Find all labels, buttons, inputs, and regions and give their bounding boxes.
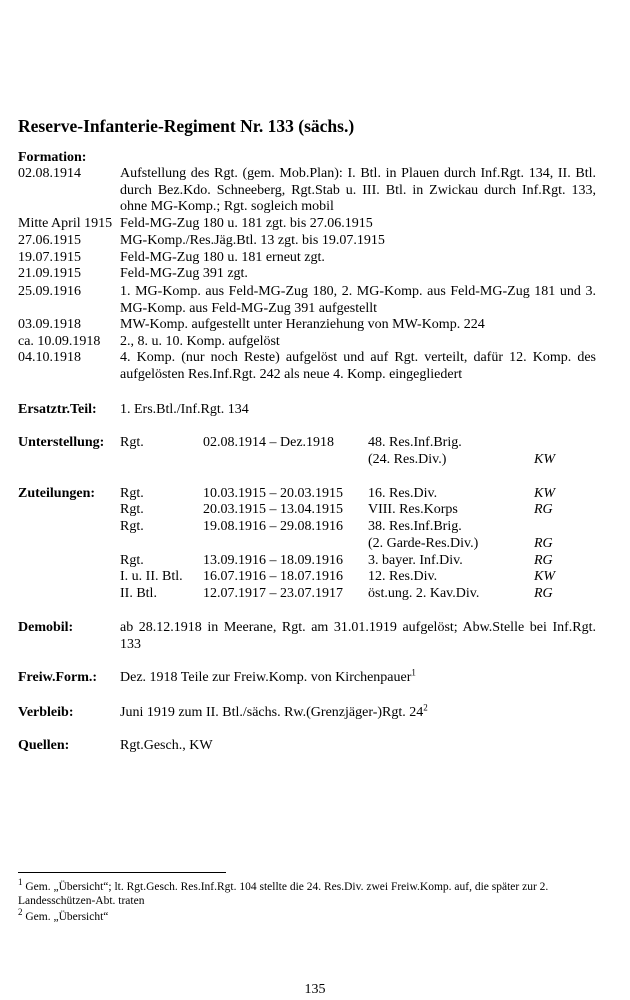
demobil-text: ab 28.12.1918 in Meerane, Rgt. am 31.01.1919 aufgelöst; Abw.Stelle bei Inf.Rgt. 133 — [120, 620, 596, 652]
table-cell-period: 19.08.1916 – 29.08.1916 — [203, 519, 343, 534]
table-cell-source: KW — [534, 452, 555, 467]
table-cell-source: KW — [534, 486, 555, 501]
table-cell-source: RG — [534, 553, 553, 568]
quellen-label: Quellen: — [18, 738, 70, 753]
formation-date: 21.09.1915 — [18, 266, 81, 281]
table-cell-formation: VIII. Res.Korps — [368, 502, 458, 517]
table-cell-formation: 48. Res.Inf.Brig. — [368, 435, 462, 450]
footnote-ref: 2 — [423, 702, 428, 713]
table-cell-formation: 12. Res.Div. — [368, 569, 438, 584]
table-cell-period: 10.03.1915 – 20.03.1915 — [203, 486, 343, 501]
verbleib-text: Juni 1919 zum II. Btl./sächs. Rw.(Grenzjäger-)Rgt. $24^2$ — [120, 702, 428, 720]
quellen-text: Rgt.Gesch., KW — [120, 738, 213, 753]
page-number: 135 — [304, 982, 326, 997]
table-cell-source: RG — [534, 502, 553, 517]
page-title: Reserve-Infanterie-Regiment Nr. 133 (sächs.) — [18, 116, 355, 136]
formation-label: Formation: — [18, 150, 87, 165]
formation-date: 27.06.1915 — [18, 233, 81, 248]
formation-date: 19.07.1915 — [18, 250, 81, 265]
formation-date: 03.09.1918 — [18, 317, 81, 332]
formation-text: Feld-MG-Zug 391 zgt. — [120, 266, 248, 281]
zuteilungen-label: Zuteilungen: — [18, 486, 96, 501]
unterstellung-label: Unterstellung: — [18, 435, 105, 450]
footnote-divider — [18, 872, 226, 873]
formation-text: Feld-MG-Zug 180 u. 181 erneut zgt. — [120, 250, 325, 265]
table-cell-unit: Rgt. — [120, 502, 144, 517]
table-cell-unit: Rgt. — [120, 553, 144, 568]
table-cell-formation-sub: (2. Garde-Res.Div.) — [368, 536, 479, 551]
table-cell-period: 13.09.1916 – 18.09.1916 — [203, 553, 343, 568]
table-cell-unit: Rgt. — [120, 435, 144, 450]
ersatz-label: Ersatztr.Teil: — [18, 402, 97, 417]
table-cell-period: 02.08.1914 – Dez.1918 — [203, 435, 335, 450]
table-cell-period: 20.03.1915 – 13.04.1915 — [203, 502, 343, 517]
freiwform-text: Dez. 1918 Teile zur Freiw.Komp. von Kirchenpauer$^1$ — [120, 667, 416, 685]
table-cell-source: KW — [534, 569, 555, 584]
footnote-2: $^2$ Gem. „Übersicht“ — [18, 907, 109, 923]
table-cell-formation: 3. bayer. Inf.Div. — [368, 553, 463, 568]
table-cell-source: RG — [534, 586, 553, 601]
formation-text: 1. MG-Komp. aus Feld-MG-Zug 180, 2. MG-Komp. aus Feld-MG-Zug 181 und 3. MG-Komp. aus Feld-MG-Zug 391 aufgestellt — [120, 284, 596, 316]
table-cell-formation: öst.ung. 2. Kav.Div. — [368, 586, 480, 601]
formation-text: Feld-MG-Zug 180 u. 181 zgt. bis 27.06.1915 — [120, 216, 373, 231]
table-cell-source: RG — [534, 536, 553, 551]
table-cell-unit: Rgt. — [120, 519, 144, 534]
table-cell-unit: Rgt. — [120, 486, 144, 501]
footnote-ref: 1 — [411, 667, 416, 678]
formation-text: MW-Komp. aufgestellt unter Heranziehung von MW-Komp. 224 — [120, 317, 485, 332]
demobil-label: Demobil: — [18, 620, 74, 635]
formation-date: ca. 10.09.1918 — [18, 334, 101, 349]
table-cell-formation-sub: (24. Res.Div.) — [368, 452, 447, 467]
table-cell-period: 12.07.1917 – 23.07.1917 — [203, 586, 343, 601]
table-cell-unit: II. Btl. — [120, 586, 157, 601]
freiwform-label: Freiw.Form.: — [18, 670, 98, 685]
table-cell-unit: I. u. II. Btl. — [120, 569, 183, 584]
formation-date: 25.09.1916 — [18, 284, 81, 299]
table-cell-formation: 38. Res.Inf.Brig. — [368, 519, 462, 534]
formation-text: MG-Komp./Res.Jäg.Btl. 13 zgt. bis 19.07.1915 — [120, 233, 385, 248]
table-cell-period: 16.07.1916 – 18.07.1916 — [203, 569, 343, 584]
table-cell-formation: 16. Res.Div. — [368, 486, 438, 501]
formation-text: 4. Komp. (nur noch Reste) aufgelöst und auf Rgt. verteilt, dafür 12. Komp. des aufgelösten Res.Inf.Rgt. 242 als neue 4. Komp. eingegliedert — [120, 350, 596, 382]
formation-text: Aufstellung des Rgt. (gem. Mob.Plan): I. Btl. in Plauen durch Inf.Rgt. 134, II. Btl. durch Bez.Kdo. Schneeberg, Rgt.Stab u. III. Btl. in Zwickau durch Inf.Rgt. 133, ohne MG-Komp.; Rgt. sogleich mobil — [120, 166, 596, 214]
ersatz-text: 1. Ers.Btl./Inf.Rgt. 134 — [120, 402, 249, 417]
verbleib-label: Verbleib: — [18, 705, 74, 720]
formation-date: 02.08.1914 — [18, 166, 81, 181]
formation-text: 2., 8. u. 10. Komp. aufgelöst — [120, 334, 280, 349]
formation-date: Mitte April 1915 — [18, 216, 113, 231]
formation-date: 04.10.1918 — [18, 350, 81, 365]
footnote-1: $^1$ Gem. „Übersicht“; lt. Rgt.Gesch. Res.Inf.Rgt. 104 stellte die 24. Res.Div. zwei Freiw.Komp. auf, die später zur 2. Landesschützen-Abt. traten — [18, 877, 549, 907]
